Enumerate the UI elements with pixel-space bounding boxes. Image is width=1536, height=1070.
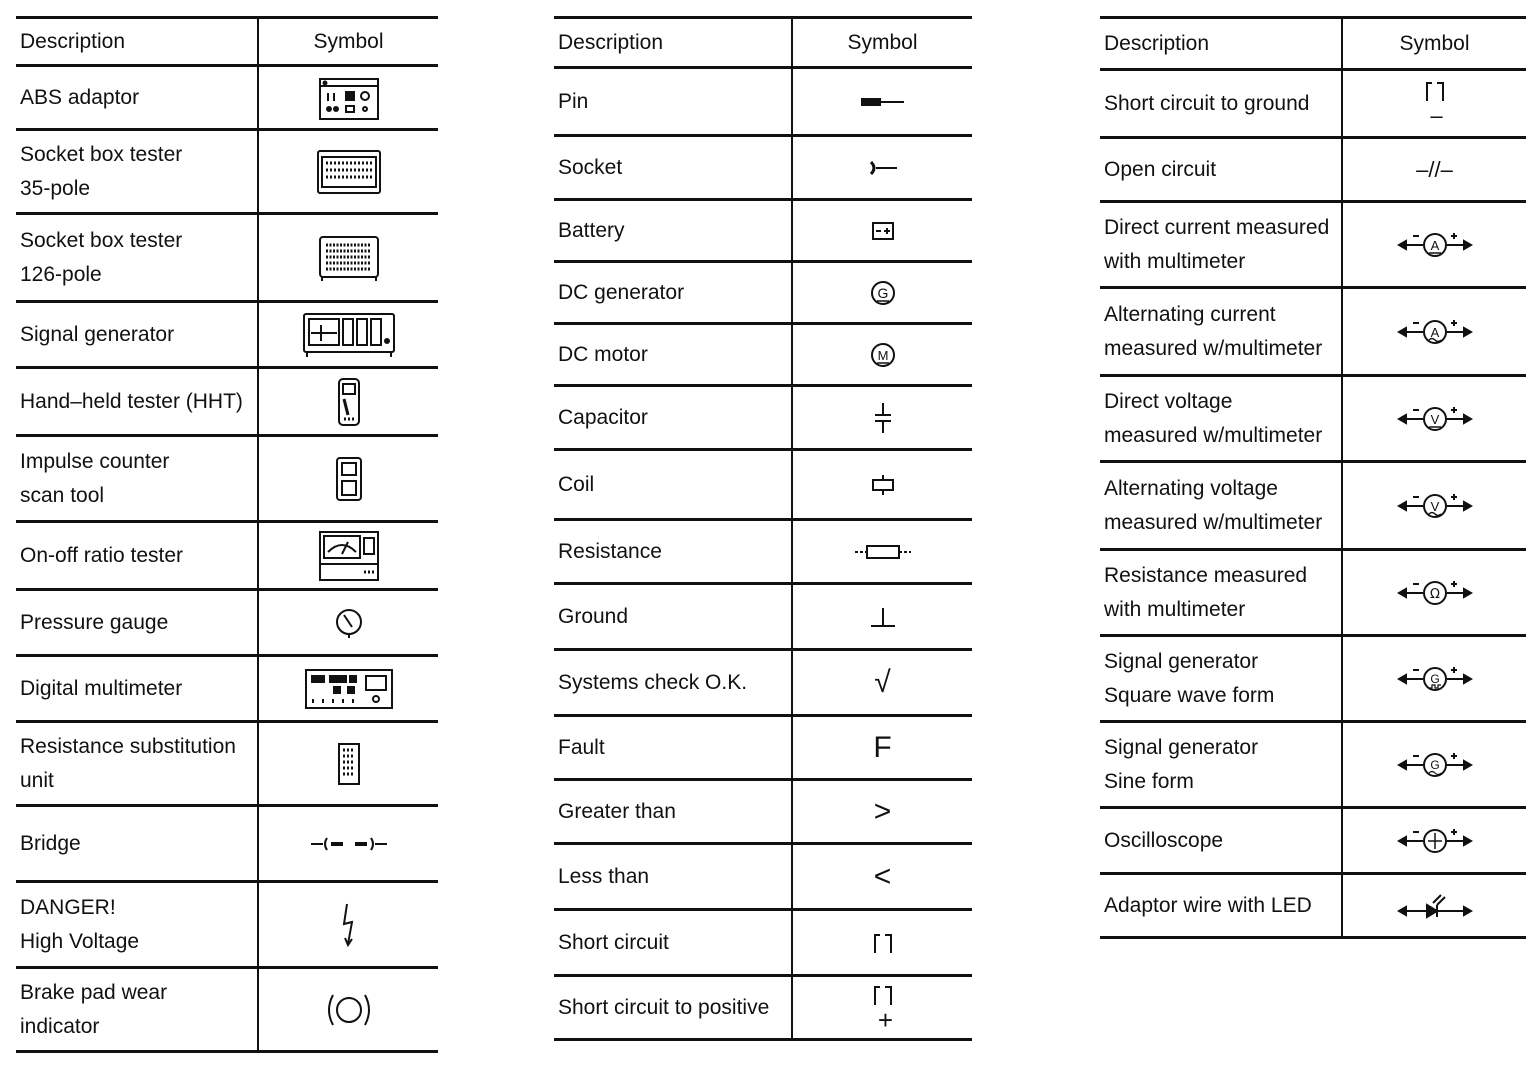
- description-cell: Fault: [554, 716, 792, 780]
- description-cell: Signal generator Sine form: [1100, 722, 1342, 808]
- meter-letter: Ω: [1429, 586, 1440, 602]
- table-row: [1100, 874, 1526, 938]
- description-cell: ABS adaptor: [16, 66, 258, 130]
- table-row: [16, 882, 438, 968]
- symbol-cell: [792, 844, 972, 910]
- table-row: [16, 722, 438, 806]
- symbol-cell: [1342, 376, 1526, 462]
- description-header: Description: [1100, 18, 1342, 70]
- on-off-ratio-tester-icon: [318, 530, 380, 582]
- symbol-cell: [1342, 636, 1526, 722]
- dc-generator-icon: [870, 279, 896, 307]
- resistance-substitution-icon: [336, 742, 362, 786]
- brake-pad-wear-icon: [325, 991, 373, 1029]
- symbol-cell: [1342, 808, 1526, 874]
- description-cell: On-off ratio tester: [16, 522, 258, 590]
- description-cell: Pin: [554, 68, 792, 136]
- svg-text:M: M: [877, 347, 888, 363]
- table-row: [554, 584, 972, 650]
- symbol-cell: [792, 136, 972, 200]
- description-cell: Direct current measured with multimeter: [1100, 202, 1342, 288]
- header-row: [1100, 18, 1526, 70]
- table-row: [16, 130, 438, 214]
- table-row: [554, 200, 972, 262]
- symbol-cell: [1342, 138, 1526, 202]
- symbol-cell: [258, 806, 438, 882]
- symbol-cell: [1342, 874, 1526, 938]
- symbol-cell: [258, 302, 438, 368]
- meter-letter: V: [1430, 411, 1439, 427]
- symbol-cell: [1342, 550, 1526, 636]
- short-circuit-icon: [871, 931, 895, 955]
- symbol-table-3: [1100, 16, 1526, 939]
- ground-icon: [869, 604, 897, 630]
- socket-icon: [863, 159, 903, 177]
- symbol-cell: [258, 130, 438, 214]
- description-cell: Socket: [554, 136, 792, 200]
- high-voltage-icon: [339, 902, 359, 948]
- table-row: [16, 522, 438, 590]
- description-cell: Bridge: [16, 806, 258, 882]
- symbol-cell: [792, 584, 972, 650]
- short-circuit-ground-icon: [1423, 79, 1447, 103]
- table-row: [1100, 462, 1526, 550]
- symbol-header: Symbol: [1342, 18, 1526, 70]
- description-cell: DANGER! High Voltage: [16, 882, 258, 968]
- description-cell: DC motor: [554, 324, 792, 386]
- symbol-cell: [258, 722, 438, 806]
- symbol-cell: [258, 214, 438, 302]
- description-cell: DC generator: [554, 262, 792, 324]
- symbol-cell: [792, 386, 972, 450]
- table-row: [16, 436, 438, 522]
- check-ok-icon: √: [874, 665, 891, 699]
- table-row: [554, 716, 972, 780]
- description-cell: Coil: [554, 450, 792, 520]
- less-than-icon: <: [873, 859, 892, 893]
- table-row: [554, 386, 972, 450]
- coil-icon: [869, 473, 897, 497]
- pin-icon: [858, 95, 908, 109]
- symbol-cell: [1342, 462, 1526, 550]
- symbol-cell: [792, 780, 972, 844]
- ac-voltmeter-icon: [1397, 491, 1473, 521]
- dc-motor-icon: [870, 341, 896, 369]
- description-cell: Less than: [554, 844, 792, 910]
- table-row: [16, 968, 438, 1052]
- description-cell: Socket box tester 35-pole: [16, 130, 258, 214]
- meter-letter: A: [1430, 237, 1439, 253]
- svg-text:G: G: [877, 284, 888, 301]
- minus-sign: –: [1430, 102, 1443, 128]
- description-header: Description: [554, 18, 792, 68]
- battery-icon: [871, 221, 895, 241]
- symbol-cell: [792, 520, 972, 584]
- symbol-cell: [792, 650, 972, 716]
- table-row: [16, 806, 438, 882]
- symbol-cell: [258, 882, 438, 968]
- table-row: [1100, 138, 1526, 202]
- description-cell: Direct voltage measured w/multimeter: [1100, 376, 1342, 462]
- meter-letter: A: [1430, 324, 1439, 340]
- description-cell: Pressure gauge: [16, 590, 258, 656]
- table-row: [554, 844, 972, 910]
- table-row: [554, 650, 972, 716]
- symbol-cell: [792, 910, 972, 976]
- symbol-cell: [1342, 70, 1526, 138]
- table-row: [1100, 636, 1526, 722]
- abs-adaptor-icon: [318, 75, 380, 121]
- description-cell: Alternating current measured w/multimeter: [1100, 288, 1342, 376]
- table-row: [1100, 722, 1526, 808]
- description-cell: Short circuit to ground: [1100, 70, 1342, 138]
- description-cell: Short circuit to positive: [554, 976, 792, 1040]
- signal-generator-device-icon: [301, 311, 397, 359]
- ohmmeter-icon: [1397, 578, 1473, 608]
- meter-letter: V: [1430, 498, 1439, 514]
- description-cell: Short circuit: [554, 910, 792, 976]
- sine-wave-generator-icon: [1397, 750, 1473, 780]
- open-circuit-icon: –//–: [1416, 156, 1453, 182]
- table-row: [554, 262, 972, 324]
- table-row: [16, 66, 438, 130]
- symbol-cell: [792, 976, 972, 1040]
- socket-box-35-icon: [316, 148, 382, 196]
- description-cell: Adaptor wire with LED: [1100, 874, 1342, 938]
- meter-letter: G: [1429, 671, 1440, 686]
- table-row: [554, 136, 972, 200]
- hand-held-tester-icon: [334, 377, 364, 427]
- description-cell: Resistance measured with multimeter: [1100, 550, 1342, 636]
- symbol-cell: [258, 656, 438, 722]
- description-cell: Socket box tester 126-pole: [16, 214, 258, 302]
- table-row: [554, 780, 972, 844]
- greater-than-icon: >: [873, 794, 892, 828]
- symbol-cell: [1342, 202, 1526, 288]
- dc-ammeter-icon: [1397, 230, 1473, 260]
- description-cell: Signal generator Square wave form: [1100, 636, 1342, 722]
- led-adaptor-icon: [1397, 891, 1473, 921]
- symbol-header: Symbol: [258, 18, 438, 66]
- impulse-counter-icon: [334, 456, 364, 502]
- oscilloscope-icon: [1397, 826, 1473, 856]
- symbol-cell: [792, 262, 972, 324]
- header-row: [16, 18, 438, 66]
- capacitor-icon: [873, 401, 893, 435]
- socket-box-126-icon: [316, 234, 382, 282]
- symbol-table-2: [554, 16, 972, 1041]
- description-cell: Resistance substitution unit: [16, 722, 258, 806]
- description-cell: Battery: [554, 200, 792, 262]
- description-cell: Ground: [554, 584, 792, 650]
- dc-voltmeter-icon: [1397, 404, 1473, 434]
- pressure-gauge-icon: [333, 606, 365, 640]
- symbol-cell: [258, 66, 438, 130]
- symbol-cell: [258, 436, 438, 522]
- description-cell: Systems check O.K.: [554, 650, 792, 716]
- symbol-cell: [792, 200, 972, 262]
- symbol-cell: [258, 968, 438, 1052]
- description-cell: Signal generator: [16, 302, 258, 368]
- description-cell: Capacitor: [554, 386, 792, 450]
- symbol-cell: [1342, 722, 1526, 808]
- description-cell: Brake pad wear indicator: [16, 968, 258, 1052]
- symbol-cell: [792, 324, 972, 386]
- meter-letter: G: [1429, 757, 1440, 772]
- description-cell: Open circuit: [1100, 138, 1342, 202]
- table-row: [16, 656, 438, 722]
- table-row: [16, 368, 438, 436]
- table-row: [554, 910, 972, 976]
- table-row: [1100, 288, 1526, 376]
- fault-icon: F: [873, 730, 892, 764]
- symbol-cell: [792, 68, 972, 136]
- symbol-cell: [1342, 288, 1526, 376]
- table-row: [16, 302, 438, 368]
- table-row: [554, 976, 972, 1040]
- short-circuit-positive-icon: [871, 983, 895, 1007]
- symbol-cell: [258, 522, 438, 590]
- table-row: [1100, 808, 1526, 874]
- description-cell: Impulse counter scan tool: [16, 436, 258, 522]
- plus-sign: +: [877, 1004, 894, 1035]
- table-row: [16, 214, 438, 302]
- table-row: [554, 68, 972, 136]
- description-cell: Oscilloscope: [1100, 808, 1342, 874]
- symbol-header: Symbol: [792, 18, 972, 68]
- symbol-table-1: [16, 16, 438, 1053]
- description-cell: Hand–held tester (HHT): [16, 368, 258, 436]
- square-wave-generator-icon: [1397, 664, 1473, 694]
- table-row: [1100, 202, 1526, 288]
- symbol-cell: [258, 368, 438, 436]
- table-row: [1100, 376, 1526, 462]
- table-row: [1100, 550, 1526, 636]
- table-row: [16, 590, 438, 656]
- ac-ammeter-icon: [1397, 317, 1473, 347]
- table-row: [554, 450, 972, 520]
- table-row: [554, 324, 972, 386]
- table-row: [1100, 70, 1526, 138]
- description-header: Description: [16, 18, 258, 66]
- table-row: [554, 520, 972, 584]
- header-row: [554, 18, 972, 68]
- symbol-cell: [792, 450, 972, 520]
- bridge-icon: [309, 834, 389, 854]
- description-cell: Alternating voltage measured w/multimeter: [1100, 462, 1342, 550]
- resistance-icon: [853, 543, 913, 561]
- digital-multimeter-icon: [304, 667, 394, 711]
- description-cell: Greater than: [554, 780, 792, 844]
- description-cell: Resistance: [554, 520, 792, 584]
- symbol-cell: [792, 716, 972, 780]
- description-cell: Digital multimeter: [16, 656, 258, 722]
- symbol-cell: [258, 590, 438, 656]
